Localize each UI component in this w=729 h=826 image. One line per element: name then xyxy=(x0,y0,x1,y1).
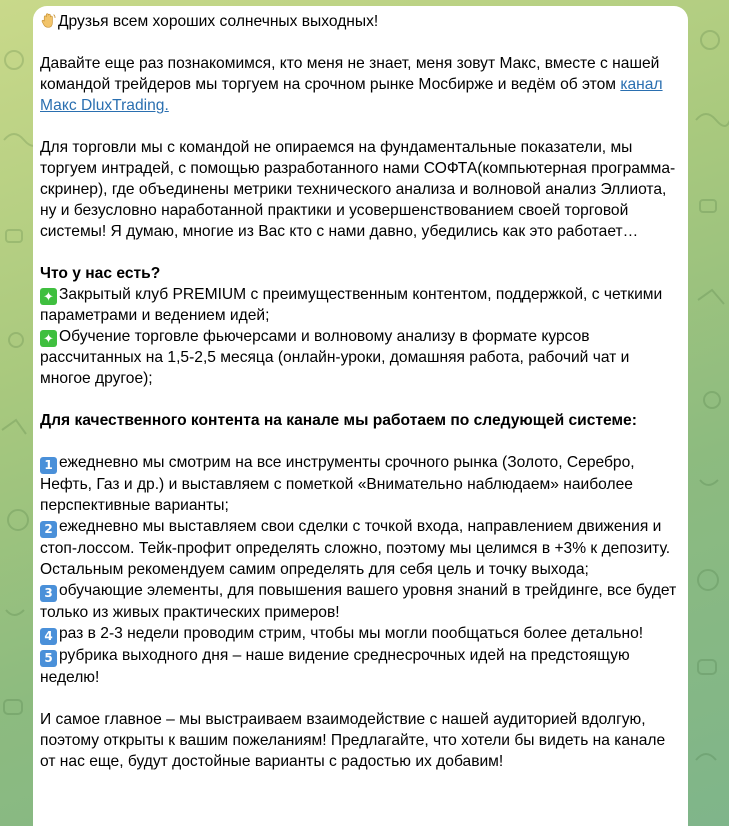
greeting-text: Друзья всем хороших солнечных выходных! xyxy=(58,13,379,30)
message-bubble xyxy=(33,6,688,826)
step-text: ежедневно мы смотрим на все инструменты срочного рынка (Золото, Серебро, Нефть, Газ и др.) и выставляем с пометкой «Внимательно наблюдаем» наиболее перспективные варианты; xyxy=(40,454,635,514)
step-text: ежедневно мы выставляем свои сделки с точкой входа, направлением движения и стоп-лоссом. Тейк-профит определять сложно, поэтому мы целимся в +3% к депозиту. Остальным рекомендуем самим определять для себя цель и точку выхода; xyxy=(40,518,671,578)
keycap-number-icon: 4 xyxy=(40,628,57,645)
step-item xyxy=(40,645,678,688)
step-text: рубрика выходного дня – наше видение среднесрочных идей на предстоящую неделю! xyxy=(40,647,630,686)
step-item xyxy=(40,452,678,516)
offer-heading: Что у нас есть? xyxy=(40,265,161,282)
approach-paragraph: Для торговли мы с командой не опираемся на фундаментальные показатели, мы торгуем интрадей, с помощью разработанного нами СОФТА(компьютерная программа-скринер), где объединены метрики технического анализа и волновой анализ Эллиота, ну и безусловно наработанной практики и усовершенствованием своей торговой системы! Я думаю, многие из Вас кто с нами давно, убедились как это работает… xyxy=(40,139,676,240)
channel-link[interactable]: канал Макс DluxTrading. xyxy=(40,76,663,114)
step-item xyxy=(40,623,678,645)
keycap-number-icon: 1 xyxy=(40,457,57,474)
keycap-number-icon: 3 xyxy=(40,585,57,602)
waving-hand-icon xyxy=(40,12,57,29)
keycap-number-icon: 2 xyxy=(40,521,57,538)
step-item xyxy=(40,516,678,580)
offer-item-text: Закрытый клуб PREMIUM с преимущественным контентом, поддержкой, с четкими параметрами и ведением идей; xyxy=(40,286,663,324)
step-text: обучающие элементы, для повышения вашего уровня знаний в трейдинге, все будет только из живых практических примеров! xyxy=(40,582,677,621)
offer-item xyxy=(40,284,678,326)
sparkle-icon: ✦ xyxy=(40,330,57,347)
system-heading: Для качественного контента на канале мы работаем по следующей системе: xyxy=(40,412,637,429)
offer-item xyxy=(40,326,678,389)
step-item xyxy=(40,580,678,623)
greeting-line xyxy=(40,11,678,32)
closing-paragraph: И самое главное – мы выстраиваем взаимодействие с нашей аудиторией вдолгую, поэтому открыты к вашим пожеланиям! Предлагайте, что хотели бы видеть на канале от нас еще, будут достойные варианты с радостью их добавим! xyxy=(40,711,666,770)
intro-text: Давайте еще раз познакомимся, кто меня не знает, меня зовут Макс, вместе с нашей командой трейдеров мы торгуем на срочном рынке Мосбирже и ведём об этом xyxy=(40,55,660,93)
keycap-number-icon: 5 xyxy=(40,650,57,667)
intro-paragraph xyxy=(40,53,678,116)
offer-item-text: Обучение торговле фьючерсами и волновому анализу в формате курсов рассчитанных на 1,5-2,5 месяца (онлайн-уроки, домашняя работа, рабочий чат и многое другое); xyxy=(40,328,630,387)
step-text: раз в 2-3 недели проводим стрим, чтобы мы могли пообщаться более детально! xyxy=(59,625,644,642)
sparkle-icon: ✦ xyxy=(40,288,57,305)
